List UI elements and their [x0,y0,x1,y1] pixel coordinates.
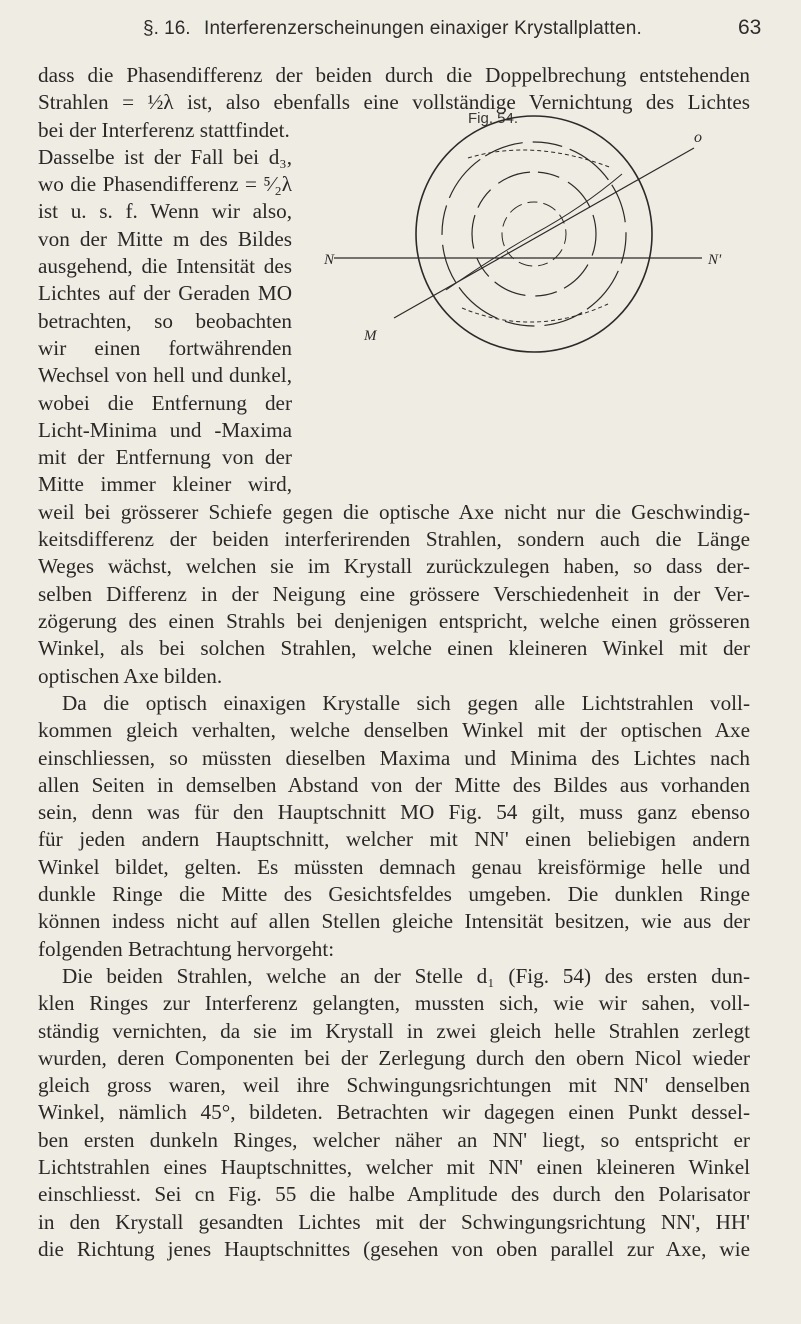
text-line: klen Ringes zur Interferenz gelangten, mussten sich, wie wir sahen, voll- [38,991,750,1016]
text-line: selben Differenz in der Neigung eine grössere Verschiedenheit in der Ver- [38,581,750,606]
paragraph-2 [38,690,750,963]
text-line: von der Mitte m des Bildes [38,226,292,251]
text-line: die Richtung jenes Hauptschnittes (gesehen von oben parallel zur Axe, wie [38,1236,750,1261]
label-n: N [324,252,335,268]
label-o: o [694,129,702,146]
text-line: einschliesst. Sei cn Fig. 55 die halbe Amplitude des durch den Polarisator [38,1182,750,1207]
text-line: einschliessen, so müssten dieselben Maxima und Minima des Lichtes nach [38,745,750,770]
label-m: M [364,328,377,344]
text-line: mit der Entfernung von der [38,445,292,470]
text-line: in den Krystall gesandten Lichtes mit der Schwingungsrichtung NN', HH' [38,1209,750,1234]
paragraph-3 [38,963,750,1263]
text-line: allen Seiten in demselben Abstand von der Mitte des Bildes aus vorhanden [38,772,750,797]
text-line: wir einen fortwährenden [38,335,292,360]
text-line: Mitte immer kleiner wird, [38,472,292,497]
text-line: sein, denn was für den Hauptschnitt MO Fig. 54 gilt, muss ganz ebenso [38,800,750,825]
text-line: Da die optisch einaxigen Krystalle sich gegen alle Lichtstrahlen voll- [62,691,750,715]
text-line: dunkle Ringe die Mitte des Gesichtsfeldes umgeben. Die dunklen Ringe [38,882,750,907]
dark-cross-right [534,174,622,234]
section-number: §. 16. [143,18,191,39]
text-line: Licht-Minima und -Maxima [38,417,292,442]
label-n-prime: N' [708,252,722,268]
running-title: Interferenzerscheinungen einaxiger Krystallplatten. [204,18,642,39]
text-line: bei der Interferenz stattfindet. [38,117,290,142]
line-m-o [394,148,694,318]
narrow-column [38,117,292,499]
running-header [0,16,801,50]
text-line: Winkel, als bei solchen Strahlen, welche einen kleineren Winkel mit der [38,636,750,661]
text-line: optischen Axe bilden. [38,663,223,688]
text-line: ben ersten dunkeln Ringes, welcher näher an NN' liegt, so entspricht er [38,1127,750,1152]
text-line: Weges wächst, welchen sie im Krystall zurückzulegen haben, so dass der- [38,554,750,579]
text-line: Strahlen = ½λ ist, also ebenfalls eine vollständige Vernichtung des Lichtes [38,90,750,115]
text-line: Dasselbe ist der Fall bei d₃, [38,144,292,169]
dark-brush-lower [462,304,608,322]
dark-brush-upper [468,150,612,168]
page-number: 63 [738,16,762,39]
text-line: Winkel, nämlich 45°, bildeten. Betrachten wir dagegen einen Punkt dessel- [38,1100,750,1125]
text-line: ist u. s. f. Wenn wir also, [38,199,292,224]
text-line: Die beiden Strahlen, welche an der Stelle d₁ (Fig. 54) des ersten dun- [62,964,750,988]
text-line: betrachten, so beobachten [38,308,292,333]
text-line: Lichtstrahlen eines Hauptschnittes, welcher mit NN' einen kleineren Winkel [38,1155,750,1180]
text-line: ständig vernichten, da sie im Krystall in zwei gleich helle Strahlen zerlegt [38,1018,750,1043]
text-line: dass die Phasendifferenz der beiden durch die Doppelbrechung entstehenden [38,63,750,87]
text-line: folgenden Betrachtung hervorgeht: [38,936,335,961]
text-line: Lichtes auf der Geraden MO [38,281,292,306]
text-line: können indess nicht auf allen Stellen gleiche Intensität besitzen, wie aus der [38,909,750,934]
text-line: wo die Phasendifferenz = ⁵⁄₂λ [38,172,292,197]
figure-label: Fig. 54. [468,110,519,127]
paragraph-1 [38,499,750,690]
text-line: weil bei grösserer Schiefe gegen die optische Axe nicht nur die Geschwindig- [38,499,750,524]
text-line: wurden, deren Componenten bei der Zerlegung durch den obern Nicol wieder [38,1045,750,1070]
text-line: wobei die Entfernung der [38,390,292,415]
text-line: ausgehend, die Intensität des [38,254,292,279]
text-line: für jeden andern Hauptschnitt, welcher mit NN' einen beliebigen andern [38,827,750,852]
figure-54-interference-rings [312,108,752,353]
text-line: Winkel bildet, gelten. Es müssten demnach genau kreisförmige helle und [38,854,750,879]
text-line: zögerung des einen Strahls bei denjenigen entspricht, welche einen grösseren [38,608,750,633]
text-line: gleich gross waren, weil ihre Schwingungsrichtungen mit NN' denselben [38,1073,750,1098]
text-line: keitsdifferenz der beiden interferirenden Strahlen, sondern auch die Länge [38,527,750,552]
text-line: Wechsel von hell und dunkel, [38,363,292,388]
text-line: kommen gleich verhalten, welche denselben Winkel mit der optischen Axe [38,718,750,743]
